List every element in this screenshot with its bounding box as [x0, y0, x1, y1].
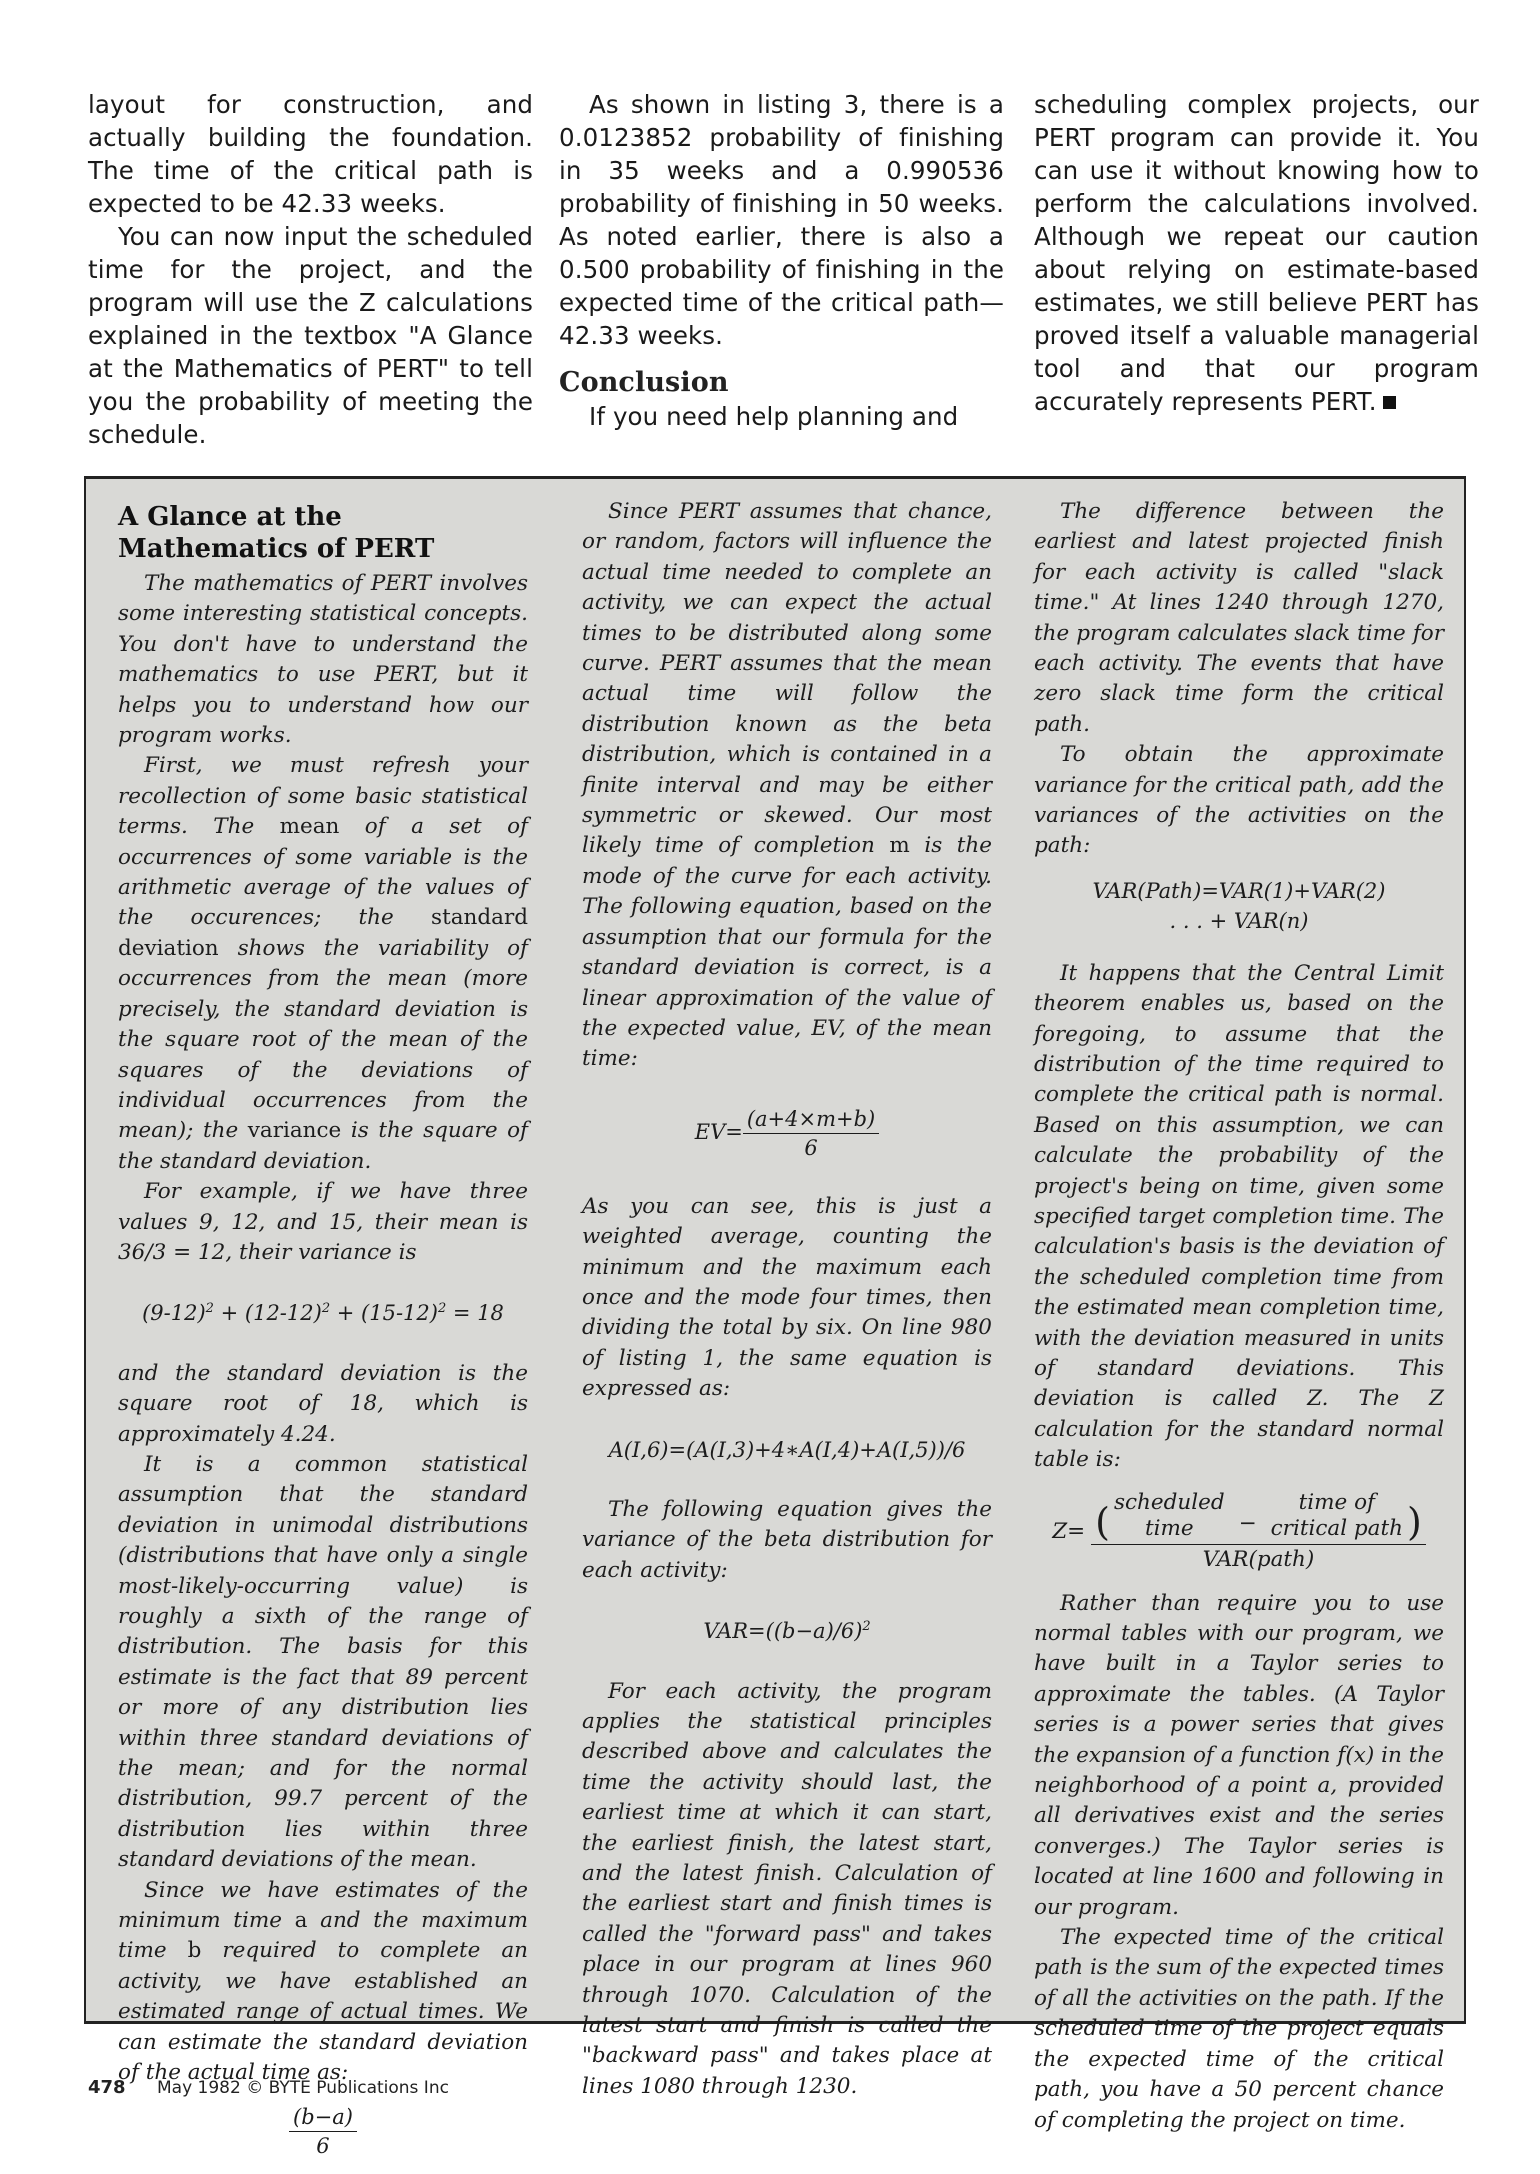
sidebar-paragraph: and the standard deviation is the square root of 18, which is approximately 4.24.: [118, 1360, 528, 1447]
page-footer: [88, 2077, 449, 2098]
page-number: 478: [88, 2077, 126, 2098]
sidebar-paragraph: For each activity, the program applies the statistical principles described above and calculates the time the activity should last, the earliest time at which it can start, the earliest finish, the latest start, and the latest finish. Calculation of the earliest start and finish times is called the "forward pass" and takes place in our program at lines 960 through 1070. Calculation of the latest start and finish is called the "backward pass" and takes place at lines 1080 through 1230.: [582, 1678, 992, 2099]
standard-deviation-equation: [118, 2103, 528, 2160]
fraction: [1091, 1490, 1426, 1575]
sidebar-paragraph: It happens that the Central Limit theorem enables us, based on the foregoing, to assume that the distribution of the time required to complete the critical path is normal. Based on this assumption, we can calculate the probability of the project's being on time, given some specified target completion time. The calculation's basis is the deviation of the scheduled completion time from the estimated mean completion time, with the deviation measured in units of standard deviations. This deviation is called Z. The Z calculation for the standard normal table is:: [1034, 960, 1444, 1473]
z-equation: [1034, 1490, 1444, 1575]
beta-variance-equation: [582, 1616, 992, 1646]
eq-exponent: 2: [205, 1301, 214, 1317]
sidebar-paragraph: [118, 1876, 528, 2089]
article-paragraph: If you need help planning and: [589, 402, 959, 431]
sidebar-paragraph: Rather than require you to use normal tables with our program, we have built in a Taylor series to approximate the tables. (A Taylor series is a power series that gives the expansion of a function f(x) in the neighborhood of a point a, provided all derivatives exist and the series converges.) The Taylor series is located at line 1600 and following in our program.: [1034, 1590, 1444, 1920]
article-paragraph-text: scheduling complex projects, our PERT program can provide it. You can use it without knowing how to perform the calculations involved. Although we repeat our caution about relying on estimate-based estimates, we still believe PERT has proved itself a valuable managerial tool and that our program accurately represents PERT.: [1034, 90, 1479, 416]
fraction: [743, 1105, 879, 1162]
article-paragraph: As shown in listing 3, there is a 0.0123852 probability of finishing in 35 weeks and a 0.990536 probability of finishing in 50 weeks. As noted earlier, there is also a 0.500 probability of finishing in the expected time of the critical path—42.33 weeks.: [559, 90, 1004, 350]
article-column-3: [1034, 88, 1479, 418]
term-line: time of: [1298, 1489, 1375, 1515]
var-b: b: [187, 1938, 202, 1964]
fraction-numerator: (a+4×m+b): [743, 1105, 879, 1134]
term-line: scheduled: [1113, 1489, 1225, 1515]
text-run: required to complete an activity, we have established an estimated range of actual times. We can estimate the standard deviation of the actual time as:: [118, 1938, 529, 2086]
sidebar-column-2: [582, 497, 992, 2102]
sidebar-paragraph: [582, 497, 992, 1075]
fraction-denominator: VAR(path): [1202, 1546, 1315, 1572]
fraction-denominator: 6: [316, 2133, 330, 2158]
sidebar-paragraph: To obtain the approximate variance for the critical path, add the variances of the activities on the path:: [1034, 742, 1444, 859]
eq-exponent: 2: [321, 1301, 331, 1317]
eq-term: (9-12): [142, 1301, 206, 1326]
eq-exponent: 2: [437, 1301, 447, 1317]
article-column-2: [559, 88, 1004, 433]
sidebar-column-1: [118, 497, 528, 2174]
eq-term: + (15-12): [330, 1301, 438, 1326]
sidebar-paragraph: As you can see, this is just a weighted average, counting the minimum and the maximum each once and the mode four times, then dividing the total by six. On line 980 of listing 1, the same equation is expressed as:: [582, 1193, 992, 1402]
minus-sign: −: [1238, 1511, 1257, 1537]
text-run: First, we must refresh your recollection of some basic statistical terms. The: [118, 753, 528, 840]
eq-term: VAR=((b−a)/6): [703, 1619, 863, 1644]
term-line: time: [1144, 1515, 1194, 1541]
var-m: m: [889, 833, 910, 859]
fraction-numerator: (b−a): [289, 2103, 357, 2132]
text-run: is the mode of the curve for each activity. The following equation, based on the assumption that our formula for the standard deviation is correct, is a linear approximation of the value of the expected value, EV, of the mean time:: [582, 833, 992, 1072]
sidebar-paragraph: [118, 751, 528, 1177]
term-line: critical path: [1270, 1515, 1403, 1541]
sidebar-paragraph: The difference between the earliest and latest projected finish for each activity is called "slack time." At lines 1240 through 1270, the program calculates slack time for each activity. The events that have zero slack time form the critical path.: [1034, 499, 1444, 737]
fraction: [289, 2103, 357, 2160]
article-paragraph: layout for construction, and actually building the foundation. The time of the critical path is expected to be 42.33 weeks.: [88, 90, 533, 218]
sidebar-paragraph: For example, if we have three values 9, 12, and 15, their mean is 36/3 = 12, their variance is: [118, 1179, 528, 1265]
eq-term: + (12-12): [213, 1301, 322, 1326]
variance-example-equation: [118, 1298, 528, 1328]
text-run: of a set of occurrences of some variable is the arithmetic average of the values of the occurences; the: [118, 814, 528, 931]
term-variance: variance: [247, 1118, 342, 1144]
sidebar-paragraph: The expected time of the critical path is the sum of the expected times of all the activities on the path. If the scheduled time of the project equals the expected time of the critical path, you have a 50 percent chance of completing the project on time.: [1034, 1925, 1444, 2133]
term-mean: mean: [279, 814, 340, 840]
publication-credit: May 1982 © BYTE Publications Inc: [156, 2078, 449, 2098]
listing-equation: A(I,6)=(A(I,3)+4∗A(I,4)+A(I,5))/6: [608, 1437, 966, 1462]
fraction-denominator: 6: [804, 1135, 818, 1160]
term-standard-deviation: standard deviation: [118, 905, 528, 961]
sidebar-paragraph: The following equation gives the variance of the beta distribution for each activity:: [582, 1496, 992, 1583]
eq-term: = 18: [446, 1301, 504, 1326]
sidebar-paragraph: It is a common statistical assumption that the standard deviation in unimodal distributions (distributions that have only a single most-likely-occurring value) is roughly a sixth of the range of distribution. The basis for this estimate is the fact that 89 percent or more of any distribution lies within three standard deviations of the mean; and for the normal distribution, 99.7 percent of the distribution lies within three standard deviations of the mean.: [118, 1451, 528, 1873]
article-paragraph: You can now input the scheduled time for the project, and the program will use the Z calculations explained in the textbox "A Glance at the Mathematics of PERT" to tell you the probability of meeting the schedule.: [88, 222, 533, 449]
sidebar-column-3: [1034, 497, 1444, 2136]
text-run: is the square of the standard deviation.: [118, 1118, 528, 1174]
article-paragraph: [1034, 88, 1479, 418]
expected-value-equation: [582, 1105, 992, 1162]
conclusion-heading: Conclusion: [559, 367, 729, 398]
article-column-1: [88, 88, 533, 451]
path-variance-equation-line-2: . . . + VAR(n): [1169, 909, 1309, 934]
scheduled-time-term: [1114, 1490, 1225, 1542]
end-of-article-mark: [1383, 396, 1396, 409]
sidebar-title: A Glance at the Mathematics of PERT: [118, 502, 435, 564]
var-a: a: [294, 1908, 308, 1934]
text-run: Since PERT assumes that chance, or random, factors will influence the actual time needed to complete an activity, we can expect the actual times to be distributed along some curve. PERT assumes that the mean actual time will follow the distribution known as the beta distribution, which is contained in a finite interval and may be either symmetric or skewed. Our most likely time of completion: [582, 499, 992, 859]
eq-lhs: EV=: [694, 1119, 743, 1144]
sidebar-paragraph: The mathematics of PERT involves some interesting statistical concepts. You don't have to understand the mathematics to use PERT, but it helps you to understand how our program works.: [118, 571, 528, 749]
right-paren-glyph: ): [1406, 1499, 1422, 1544]
critical-path-time-term: [1271, 1490, 1403, 1542]
text-run: and the maximum time: [118, 1908, 528, 1964]
fraction-numerator: [1091, 1490, 1426, 1545]
left-paren-glyph: (: [1095, 1499, 1110, 1544]
text-run: Since we have estimates of the minimum time: [118, 1877, 528, 1934]
eq-exponent: 2: [862, 1619, 871, 1635]
path-variance-equation-line-1: VAR(Path)=VAR(1)+VAR(2): [1092, 878, 1386, 903]
text-run: shows the variability of occurrences from the mean (more precisely, the standard deviation is the square root of the mean of the squares of the deviations of individual occurrences from the mean); the: [118, 935, 528, 1144]
eq-lhs: Z=: [1052, 1518, 1086, 1544]
